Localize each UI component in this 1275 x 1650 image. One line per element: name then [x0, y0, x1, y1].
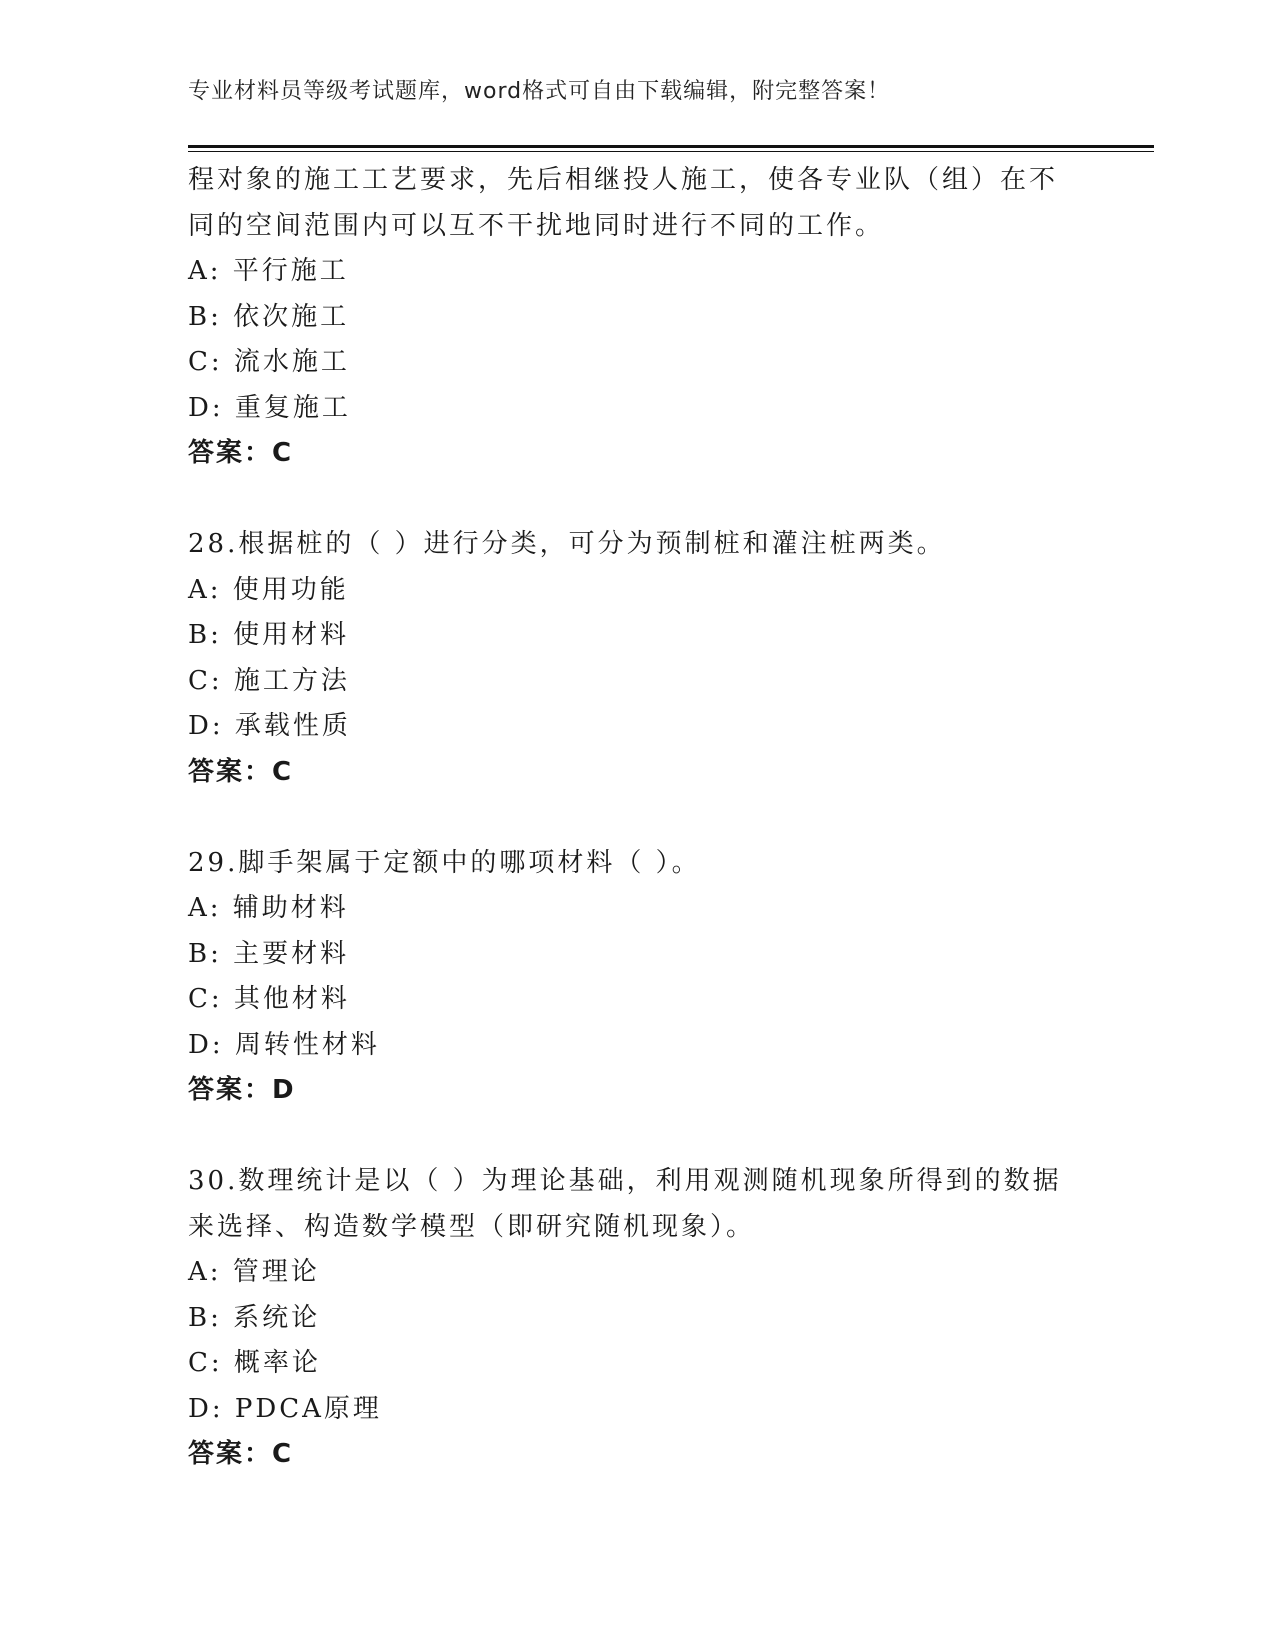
- question-27: [188, 158, 1088, 477]
- option-b: B: 系统论: [188, 1302, 321, 1333]
- option-a: A: 管理论: [188, 1257, 320, 1287]
- option-a: A: 使用功能: [188, 574, 349, 605]
- answer: 答案：D: [188, 1075, 296, 1105]
- option-b: B: 主要材料: [188, 938, 350, 969]
- option-d: D: PDCA原理: [188, 1393, 382, 1424]
- header-rule-thin: [188, 151, 1154, 152]
- question-stem: 来选择、构造数学模型（即研究随机现象）。: [188, 1211, 756, 1242]
- option-c: C: 施工方法: [188, 665, 350, 696]
- answer: 答案：C: [188, 438, 294, 468]
- option-d: D: 重复施工: [188, 392, 351, 423]
- page-header: 专业材料员等级考试题库，word格式可自由下载编辑，附完整答案！: [188, 79, 891, 104]
- spacer: [188, 477, 1088, 523]
- question-29: [188, 841, 1088, 1114]
- question-stem: 程对象的施工工艺要求，先后相继投人施工，使各专业队（组）在不: [188, 165, 1059, 195]
- option-d: D: 周转性材料: [188, 1029, 380, 1060]
- option-c: C: 其他材料: [188, 984, 350, 1014]
- option-a: A: 平行施工: [188, 256, 349, 286]
- question-30: [188, 1159, 1088, 1478]
- answer: 答案：C: [188, 1439, 294, 1469]
- question-list: [188, 158, 1088, 1478]
- question-28: [188, 522, 1088, 795]
- question-stem: 30.数理统计是以（ ）为理论基础，利用观测随机现象所得到的数据: [188, 1166, 1062, 1196]
- option-b: B: 使用材料: [188, 620, 350, 650]
- option-a: A: 辅助材料: [188, 893, 349, 923]
- spacer: [188, 795, 1088, 841]
- option-b: B: 依次施工: [188, 301, 350, 332]
- spacer: [188, 1114, 1088, 1160]
- option-c: C: 流水施工: [188, 347, 350, 377]
- option-c: C: 概率论: [188, 1348, 321, 1378]
- question-stem: 29.脚手架属于定额中的哪项材料（ ）。: [188, 847, 701, 878]
- question-stem: 28.根据桩的（ ）进行分类，可分为预制桩和灌注桩两类。: [188, 529, 946, 559]
- option-d: D: 承载性质: [188, 711, 351, 741]
- answer: 答案：C: [188, 756, 294, 787]
- header-rule-thick: [188, 145, 1154, 148]
- question-stem: 同的空间范围内可以互不干扰地同时进行不同的工作。: [188, 210, 885, 241]
